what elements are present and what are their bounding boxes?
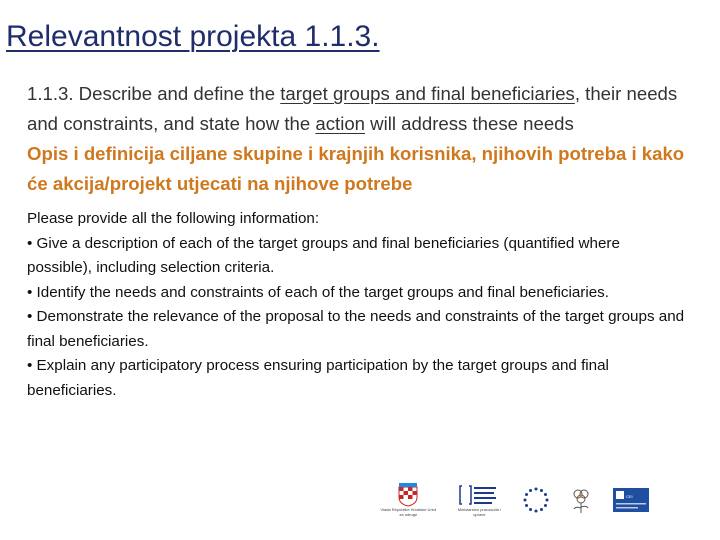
instruction-item: • Explain any participatory process ensuring participation by the target groups and final beneficiaries. — [27, 357, 609, 399]
instruction-item: • Identify the needs and constraints of each of the target groups and final beneficiaries. — [27, 283, 609, 301]
heading-english — [27, 79, 687, 139]
cei-logo-icon — [612, 487, 650, 513]
cei-logo-text: CEI — [626, 494, 633, 499]
heading-croatian: Opis i definicija ciljane skupine i krajnjih korisnika, njihovih potreba i kako će akcija/projekt utjecati na njihove potrebe — [27, 143, 685, 194]
instruction-item: • Demonstrate the relevance of the proposal to the needs and constraints of the target groups and final beneficiaries. — [27, 308, 685, 350]
heading-en-middle: , their needs and constraints, and state how the — [27, 83, 678, 134]
page-title: Relevantnost projekta 1.1.3. — [6, 20, 380, 53]
footer-logos — [380, 480, 650, 520]
cei-logo — [612, 487, 650, 513]
instruction-item: • Give a description of each of the target groups and final beneficiaries (quantified where possible), including selection criteria. — [27, 234, 620, 276]
flower-logo-icon — [566, 485, 596, 515]
ministry-logo-icon — [459, 483, 499, 507]
ministry-logo — [453, 483, 506, 517]
heading-en-prefix: 1.1.3. Describe and define the — [27, 83, 281, 104]
eu-stars-icon — [522, 486, 550, 514]
instructions-intro: Please provide all the following information: — [27, 210, 320, 227]
logo-caption: Ministarstvo pravosuđa i uprave — [457, 507, 501, 517]
instructions — [27, 207, 687, 403]
eu-logo — [522, 486, 550, 514]
logo-caption: Vlada Republike Hrvatske Ured za udruge — [380, 507, 437, 517]
heading-en-suffix: will address these needs — [365, 113, 574, 134]
action-link[interactable]: action — [315, 113, 366, 134]
croatia-government-logo — [380, 483, 437, 517]
flower-logo — [566, 485, 596, 515]
main-content — [27, 79, 687, 403]
croatian-coat-of-arms-icon — [397, 483, 419, 507]
target-groups-link[interactable]: target groups and final beneficiaries — [280, 83, 575, 104]
